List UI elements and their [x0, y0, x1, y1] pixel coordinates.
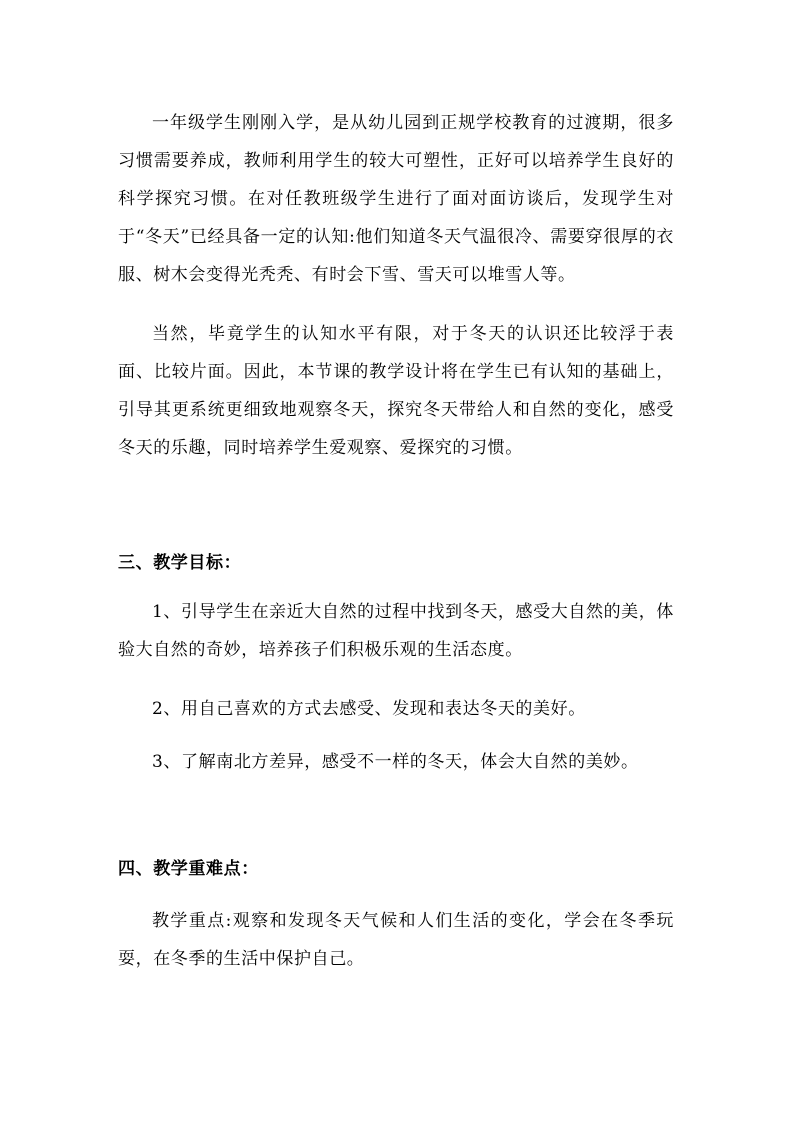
section-heading-key-points: 四、教学重难点： — [118, 859, 259, 879]
objective-item-3: 3、了解南北方差异，感受不一样的冬天，体会大自然的美妙。 — [152, 752, 639, 772]
key-point-paragraph: 教学重点:观察和发现冬天气候和人们生活的变化，学会在冬季玩耍，在冬季的生活中保护自己。 — [118, 911, 674, 969]
section-heading-objectives: 三、教学目标： — [118, 553, 242, 573]
objective-item-1: 1、引导学生在亲近大自然的过程中找到冬天，感受大自然的美，体验大自然的奇妙，培养孩子们积极乐观的生活态度。 — [118, 602, 674, 660]
intro-paragraph: 一年级学生刚刚入学，是从幼儿园到正规学校教育的过渡期，很多习惯需要养成，教师利用学生的较大可塑性，正好可以培养学生良好的科学探究习惯。在对任教班级学生进行了面对面访谈后，发现学生对于“冬天”已经具备一定的认知:他们知道冬天气温很冷、需要穿很厚的衣服、树木会变得光秃秃、有时会下雪、雪天可以堆雪人等。 — [118, 113, 674, 285]
objective-item-2: 2、用自己喜欢的方式去感受、发现和表达冬天的美好。 — [152, 699, 586, 719]
analysis-paragraph: 当然，毕竟学生的认知水平有限，对于冬天的认识还比较浮于表面、比较片面。因此，本节课的教学设计将在学生已有认知的基础上，引导其更系统更细致地观察冬天，探究冬天带给人和自然的变化，感受冬天的乐趣，同时培养学生爱观察、爱探究的习惯。 — [118, 324, 674, 458]
